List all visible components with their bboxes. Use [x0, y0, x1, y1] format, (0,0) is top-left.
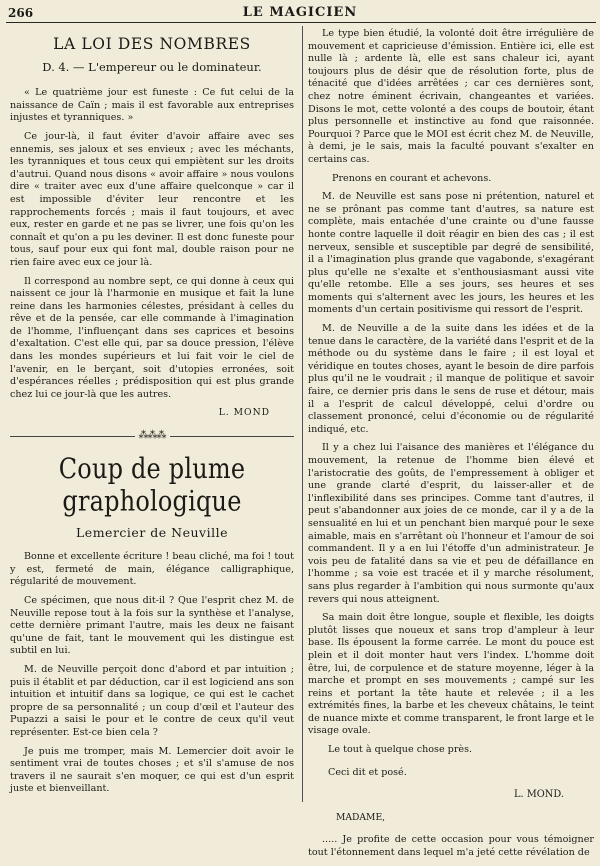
page-header	[0, 0, 600, 26]
paragraph: Il correspond au nombre sept, ce qui donne à ceux qui naissent ce jour là l'harmonie en musique et fait la lune reine dans les harmonies célestes, présidant à celles du rêve et de la pensée, car elle commande à l'imagination de l'homme, l'influençant dans ses caprices et besoins d'exaltation. C'est elle qui, par sa douce pression, l'élève dans les mondes supérieurs et lui fait voir le ciel de l'avenir, en le berçant, soit d'utopies erronées, soit d'espérances réelles ; prédisposition qui est plus grande chez lui ce jour-là que les autres.	[10, 275, 294, 400]
paragraph: Je puis me tromper, mais M. Lemercier doit avoir le sentiment vrai de toutes choses ; et s'il s'amuse de nos travers il ne saurait s'en moquer, ce qui est d'un esprit juste et bienveillant.	[10, 745, 294, 795]
paragraph: Bonne et excellente écriture ! beau cliché, ma foi ! tout y est, fermeté de main, élégance calligraphique, régularité de mouvement.	[10, 551, 294, 588]
right-column	[308, 28, 594, 866]
closing-line: Le tout à quelque chose près.	[328, 744, 473, 756]
column-divider	[302, 26, 303, 802]
magazine-title: LE MAGICIEN	[242, 5, 358, 20]
separator-line	[170, 436, 295, 437]
signature: L. MOND	[218, 407, 270, 419]
ornamental-separator	[10, 430, 294, 443]
article-title-large: Coup de plume graphologique	[58, 452, 246, 517]
paragraph: « Le quatrième jour est funeste : Ce fut celui de la naissance de Caïn ; mais il est favorable aux entreprises injustes et tyranniques. »	[10, 87, 294, 124]
page-number: 266	[8, 6, 34, 20]
article-subtitle: D. 4. — L'empereur ou le dominateur.	[42, 59, 262, 74]
closing-line: Ceci dit et posé.	[328, 766, 407, 778]
section-title: Lemercier de Neuville	[76, 524, 228, 540]
paragraph: Le type bien étudié, la volonté doit être irrégulière de mouvement et capricieuse d'émission. Entière ici, elle est nulle là ; ardente là, elle est sans chaleur ici, ayant toujours plus de désir que de résolution forte, plus de ténacité que d'idées arrêtées ; car ces dernières sont, chez notre éminent écrivain, changeantes et variées. Disons le mot, cette volonté a des coups de boutoir, étant plus personnelle et instinctive au fond que raisonnée. Pourquoi ? Parce que le MOI est écrit chez M. de Neuville, à demi, je le sais, mais la faculté pouvant s'exalter en certains cas.	[308, 28, 594, 165]
paragraph: Il y a chez lui l'aisance des manières et l'élégance du mouvement, la retenue de l'homme bien élevé et l'aristocratie des goûts, de l'empressement à obliger et une grande clarté d'esprit, du laisser-aller et de l'inflexibilité dans ses principes. Comme tant d'autres, il peut s'abandonner aux joies de ce monde, car il y a de la sensualité en lui et un penchant bien marqué pour le sexe aimable, mais en s'arrêtant où l'honneur et l'amour de soi commandent. Il y a en lui l'étoffe d'un administrateur. Je vois peu de fatalité dans sa vie et peu de défaillance en l'homme ; sa voie est tracée et il y marche résolument, sans plus regarder à l'ambition qui nous surmonte qu'aux revers qui nous atteignent.	[308, 442, 594, 605]
paragraph: ..... Je profite de cette occasion pour vous témoigner tout l'étonnement dans lequel m'a jeté cette révélation de	[308, 834, 594, 859]
separator-line	[10, 436, 135, 437]
paragraph: M. de Neuville perçoit donc d'abord et par intuition ; puis il établit et par déduction, car il est logiciend ans son intuition et intuitif dans sa logique, ce qui est le cachet propre de sa personnalité ; un coup d'œil et l'auteur des Pupazzi a saisi le pour et le contre de ceux qu'il veut représenter. Est-ce bien cela ?	[10, 663, 294, 738]
salutation: MADAME,	[336, 811, 386, 823]
article-title: LA LOI DES NOMBRES	[53, 35, 251, 53]
paragraph: Prenons en courant et achevons.	[332, 172, 492, 184]
paragraph: Ce jour-là, il faut éviter d'avoir affaire avec ses ennemis, ses jaloux et ses envieux ; avec les méchants, les tyranniques et tous ceux qui empiètent sur les droits d'autrui. Quand nous disons « avoir affaire » nous voulons dire « traiter avec eux d'une affaire quelconque » car il est impossible d'éviter leur rencontre et les rapprochements forcés ; mais il faut toujours, et avec eux, rester en garde et ne pas se livrer, une fois qu'on les connaît et qu'on a pu les deviner. Il est donc funeste pour tous, sauf pour eux qui font mal, double raison pour ne rien faire avec eux ce jour là.	[10, 130, 294, 268]
paragraph: M. de Neuville a de la suite dans les idées et de la tenue dans le caractère, de la variété dans l'esprit et de la méthode ou du système dans le faire ; il est loyal et véridique en toutes choses, ayant le besoin de dire parfois plus qu'il ne le voudrait ; il manque de politique et savoir faire, ce dernier pris dans le sens de ruse et détour, mais il a l'esprit de calcul développé, celui d'ordre ou classement prononcé, celui d'économie ou de régularité indiqué, etc.	[308, 323, 594, 435]
paragraph: Sa main doit être longue, souple et flexible, les doigts plutôt lisses que noueux et sans trop d'ampleur à leur base. Ils épousent la forme carrée. Le mont du pouce est plein et il doit monter haut vers l'index. L'homme doit être, lui, de corpulence et de stature moyenne, léger à la marche et prompt en ses mouvements ; campé sur les reins et portant la tête haute et relevée ; il a les extrémités fines, la barbe et les cheveux châtains, le teint de nuance mixte et comme transparent, le front large et le visage ovale.	[308, 612, 594, 737]
separator-ornament: ⁂⁂⁂	[138, 430, 166, 442]
paragraph: Ce spécimen, que nous dit-il ? Que l'esprit chez M. de Neuville repose tout à la fois sur la synthèse et l'analyse, cette dernière primant l'autre, mais les deux ne faisant qu'une de fait, tant le mouvement qui les distingue est subtil en lui.	[10, 595, 294, 657]
left-column	[10, 28, 294, 802]
header-rule	[6, 22, 596, 23]
signature: L. MOND.	[514, 789, 564, 801]
paragraph: M. de Neuville est sans pose ni prétention, naturel et ne se prônant pas comme tant d'autres, sa nature est complète, mais entachée d'une crainte ou d'une fausse honte contre laquelle il doit réagir en bien des cas ; il est nerveux, sensible et susceptible par degré de sensibilité, il a l'imagination plus grande que vagabonde, s'exagérant plus qu'elle ne s'exalte et s'enthousiasmant aussi vite qu'elle retombe. Elle a ses jours, ses heures et ses moments qui s'alternent avec les jours, les heures et les moments d'un certain positivisme qui ressort de l'esprit.	[308, 191, 594, 316]
